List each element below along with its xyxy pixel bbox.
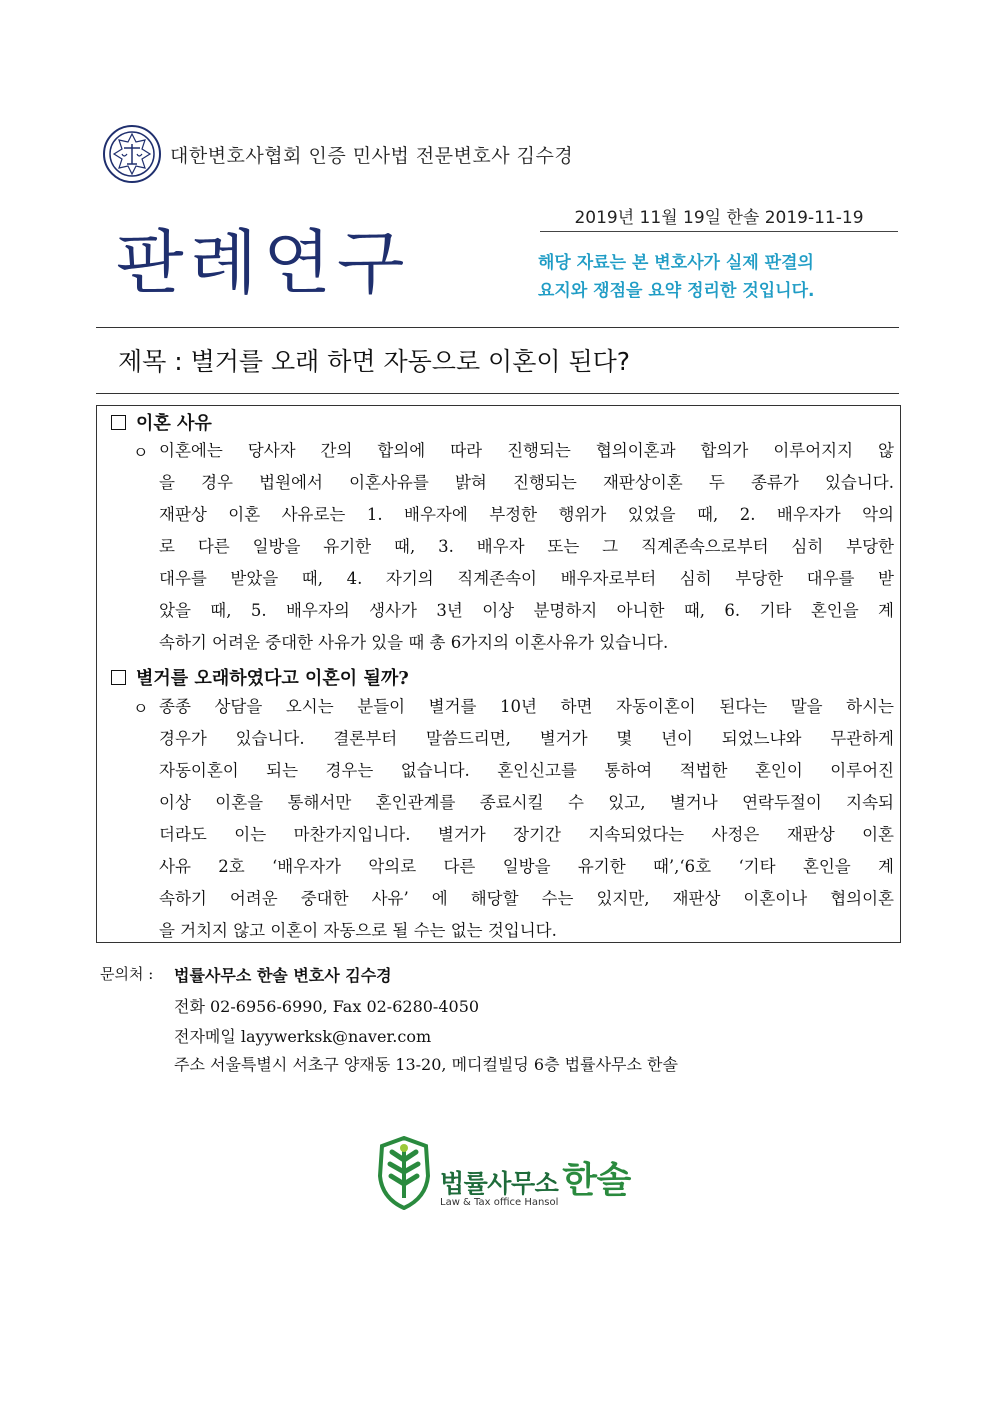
paragraph-line: 자동이혼이 되는 경우는 없습니다. 혼인신고를 통하여 적법한 혼인이 이루어진 bbox=[159, 761, 894, 780]
paragraph-line: 종종 상담을 오시는 분들이 별거를 10년 하면 자동이혼이 된다는 말을 하시는 bbox=[159, 697, 894, 716]
contact-address: 주소 서울특별시 서초구 양재동 13-20, 메디컬빌딩 6층 법률사무소 한솔 bbox=[174, 1055, 678, 1074]
divider-top bbox=[96, 327, 899, 328]
paragraph-line: 재판상 이혼 사유로는 1. 배우자에 부정한 행위가 있었을 때, 2. 배우자가 악의 bbox=[159, 505, 894, 524]
logo-wordmark: 법률사무소 한솔 bbox=[440, 1160, 631, 1201]
paragraph-line: 사유 2호 ‘배우자가 악의로 다른 일방을 유기한 때’,‘6호 ‘기타 혼인을 계 bbox=[159, 857, 894, 876]
paragraph-line: 대우를 받았을 때, 4. 자기의 직계존속이 배우자로부터 심히 부당한 대우를 받 bbox=[159, 569, 894, 588]
logo-subtitle: Law & Tax office Hansol bbox=[440, 1197, 559, 1208]
dateline: 2019년 11월 19일 한솔 2019-11-19 bbox=[540, 203, 898, 232]
bullet-icon: ㅇ bbox=[133, 443, 149, 462]
contact-office: 법률사무소 한솔 변호사 김수경 bbox=[174, 966, 392, 985]
paragraph-line: 속하기 어려운 중대한 사유가 있을 때 총 6가지의 이혼사유가 있습니다. bbox=[159, 633, 669, 652]
law-office-logo-icon bbox=[376, 1136, 432, 1210]
section-heading-separation: 별거를 오래하였다고 이혼이 될까? bbox=[111, 664, 409, 690]
summary-note-line-1: 해당 자료는 본 변호사가 실제 판결의 bbox=[538, 253, 814, 273]
contact-label: 문의처 : bbox=[100, 965, 154, 983]
subject-title: 제목 : 별거를 오래 하면 자동으로 이혼이 된다? bbox=[118, 347, 631, 376]
paragraph-line: 속하기 어려운 중대한 사유’ 에 해당할 수는 있지만, 재판상 이혼이나 협의이혼 bbox=[159, 889, 894, 908]
page-title: 판례연구 bbox=[116, 222, 411, 304]
summary-note-line-2: 요지와 쟁점을 요약 정리한 것입니다. bbox=[538, 281, 815, 301]
bullet-icon: ㅇ bbox=[133, 699, 149, 718]
paragraph-line: 았을 때, 5. 배우자의 생사가 3년 이상 분명하지 아니한 때, 6. 기타 혼인을 계 bbox=[159, 601, 894, 620]
checkbox-square-icon bbox=[111, 415, 126, 430]
paragraph-line: 을 경우 법원에서 이혼사유를 밝혀 진행되는 재판상이혼 두 종류가 있습니다. bbox=[159, 473, 894, 492]
divider-bottom bbox=[96, 393, 899, 394]
checkbox-square-icon bbox=[111, 670, 126, 685]
association-line: 대한변호사협회 인증 민사법 전문변호사 김수경 bbox=[170, 145, 574, 167]
section-heading-divorce-reasons: 이혼 사유 bbox=[111, 409, 212, 435]
paragraph-line: 이상 이혼을 통해서만 혼인관계를 종료시킬 수 있고, 별거나 연락두절이 지속되 bbox=[159, 793, 894, 812]
paragraph-line: 로 다른 일방을 유기한 때, 3. 배우자 또는 그 직계존속으로부터 심히 부당한 bbox=[159, 537, 894, 556]
summary-note bbox=[538, 249, 814, 305]
paragraph-line: 이혼에는 당사자 간의 합의에 따라 진행되는 협의이혼과 합의가 이루어지지 않 bbox=[159, 441, 894, 460]
paragraph-line: 더라도 이는 마찬가지입니다. 별거가 장기간 지속되었다는 사정은 재판상 이혼 bbox=[159, 825, 894, 844]
contact-phone: 전화 02-6956-6990, Fax 02-6280-4050 bbox=[174, 997, 480, 1016]
paragraph-line: 경우가 있습니다. 결론부터 말씀드리면, 별거가 몇 년이 되었느냐와 무관하게 bbox=[159, 729, 894, 748]
contact-email[interactable]: 전자메일 layywerksk@naver.com bbox=[174, 1027, 432, 1046]
paragraph-line: 을 거치지 않고 이혼이 자동으로 될 수는 없는 것입니다. bbox=[159, 921, 557, 940]
content-box bbox=[96, 405, 901, 943]
bar-association-emblem-icon bbox=[102, 124, 162, 184]
